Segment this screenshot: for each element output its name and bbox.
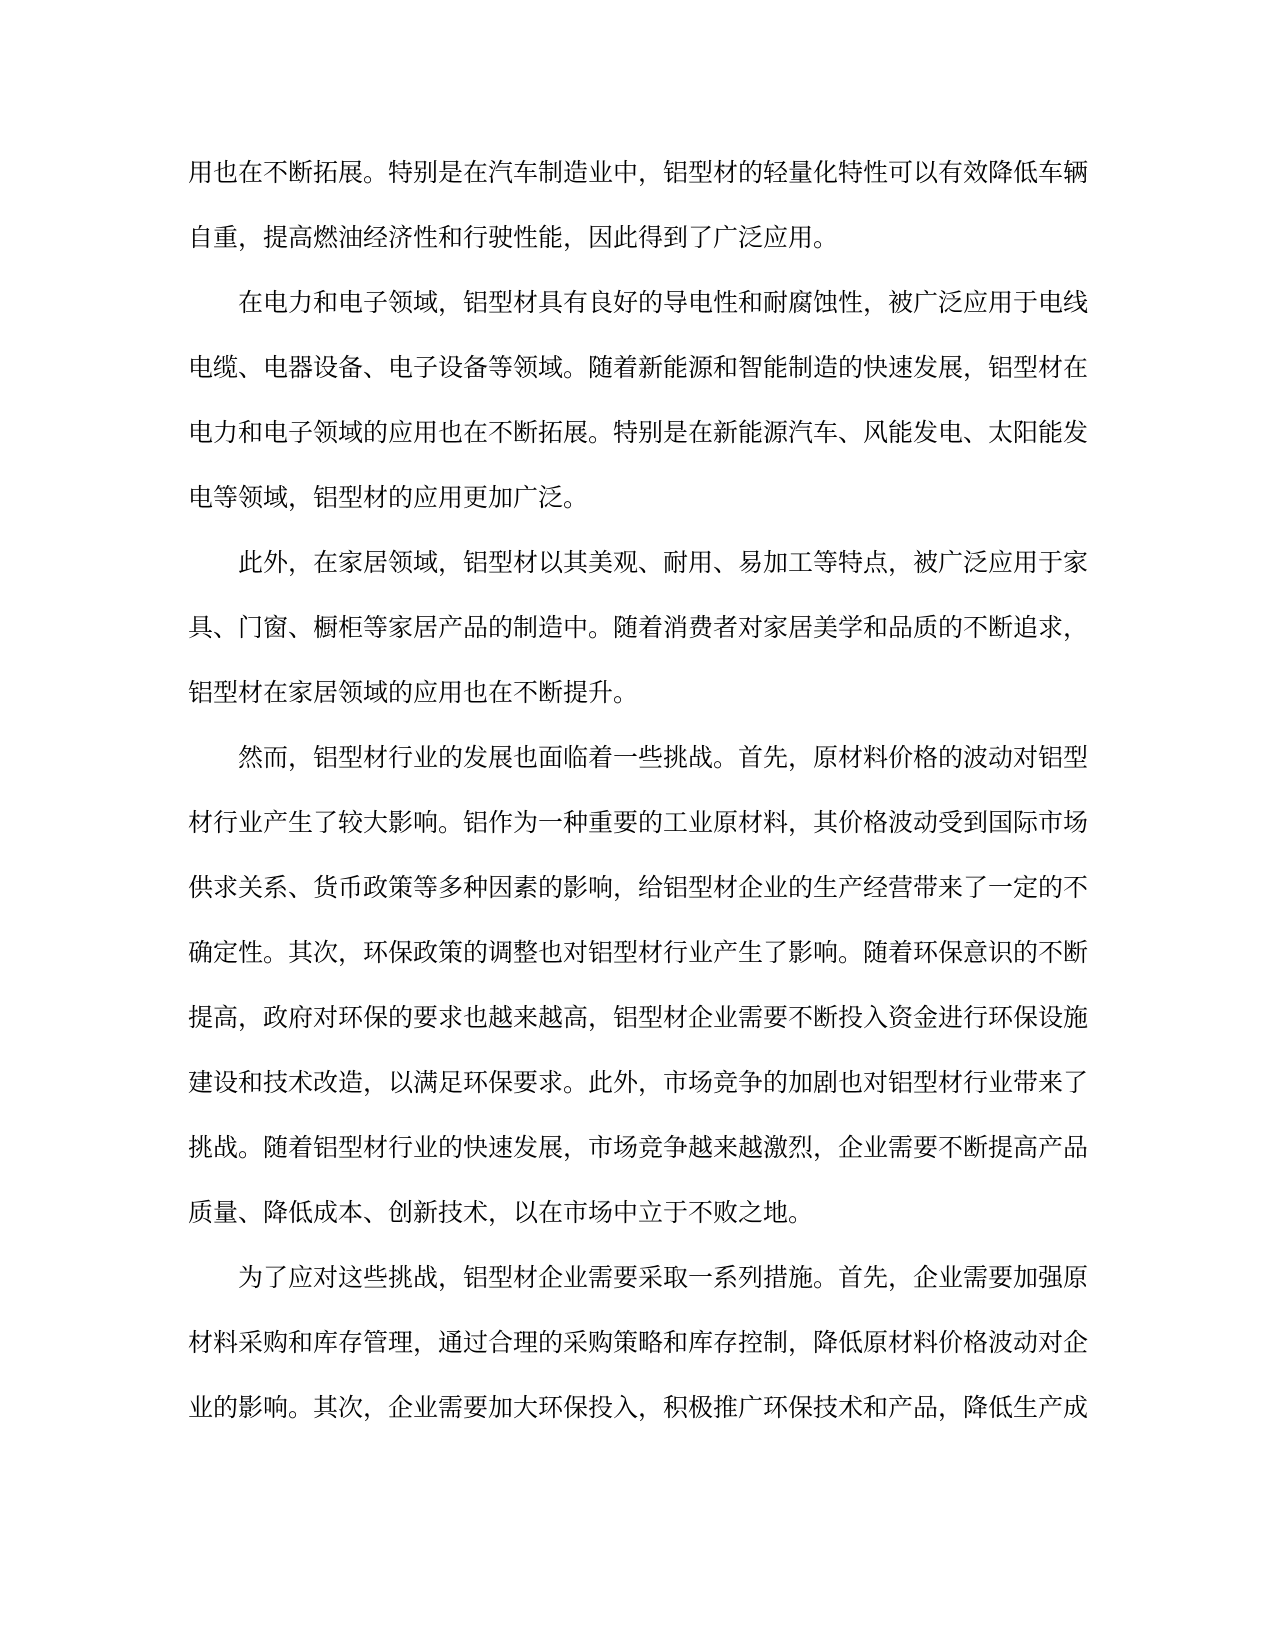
text-line: 电等领域，铝型材的应用更加广泛。 [188, 484, 589, 512]
paragraph-2 [188, 271, 1090, 531]
text-line: 确定性。其次，环保政策的调整也对铝型材行业产生了影响。随着环保意识的不断 [188, 939, 1089, 967]
text-line: 此外，在家居领域，铝型材以其美观、耐用、易加工等特点，被广泛应用于家 [238, 549, 1089, 577]
text-line: 然而，铝型材行业的发展也面临着一些挑战。首先，原材料价格的波动对铝型 [238, 744, 1089, 772]
text-line: 提高，政府对环保的要求也越来越高，铝型材企业需要不断投入资金进行环保设施 [188, 1004, 1089, 1032]
text-line: 业的影响。其次，企业需要加大环保投入，积极推广环保技术和产品，降低生产成 [188, 1394, 1089, 1422]
text-line: 供求关系、货币政策等多种因素的影响，给铝型材企业的生产经营带来了一定的不 [188, 874, 1089, 902]
text-line: 建设和技术改造，以满足环保要求。此外，市场竞争的加剧也对铝型材行业带来了 [188, 1069, 1089, 1097]
text-line: 在电力和电子领域，铝型材具有良好的导电性和耐腐蚀性，被广泛应用于电线 [238, 289, 1089, 317]
text-line: 为了应对这些挑战，铝型材企业需要采取一系列措施。首先，企业需要加强原 [238, 1264, 1089, 1292]
paragraph-3 [188, 531, 1090, 726]
text-line: 自重，提高燃油经济性和行驶性能，因此得到了广泛应用。 [188, 224, 839, 252]
text-line: 具、门窗、橱柜等家居产品的制造中。随着消费者对家居美学和品质的不断追求， [188, 614, 1089, 642]
text-line: 电力和电子领域的应用也在不断拓展。特别是在新能源汽车、风能发电、太阳能发 [188, 419, 1089, 447]
document-body-text [188, 141, 1090, 1441]
paragraph-1 [188, 141, 1090, 271]
text-line: 质量、降低成本、创新技术，以在市场中立于不败之地。 [188, 1199, 814, 1227]
text-line: 用也在不断拓展。特别是在汽车制造业中，铝型材的轻量化特性可以有效降低车辆 [188, 159, 1089, 187]
text-line: 铝型材在家居领域的应用也在不断提升。 [188, 679, 639, 707]
text-line: 材料采购和库存管理，通过合理的采购策略和库存控制，降低原材料价格波动对企 [188, 1329, 1089, 1357]
text-line: 材行业产生了较大影响。铝作为一种重要的工业原材料，其价格波动受到国际市场 [188, 809, 1089, 837]
text-line: 电缆、电器设备、电子设备等领域。随着新能源和智能制造的快速发展，铝型材在 [188, 354, 1089, 382]
paragraph-4 [188, 726, 1090, 1246]
paragraph-5 [188, 1246, 1090, 1441]
text-line: 挑战。随着铝型材行业的快速发展，市场竞争越来越激烈，企业需要不断提高产品 [188, 1134, 1089, 1162]
